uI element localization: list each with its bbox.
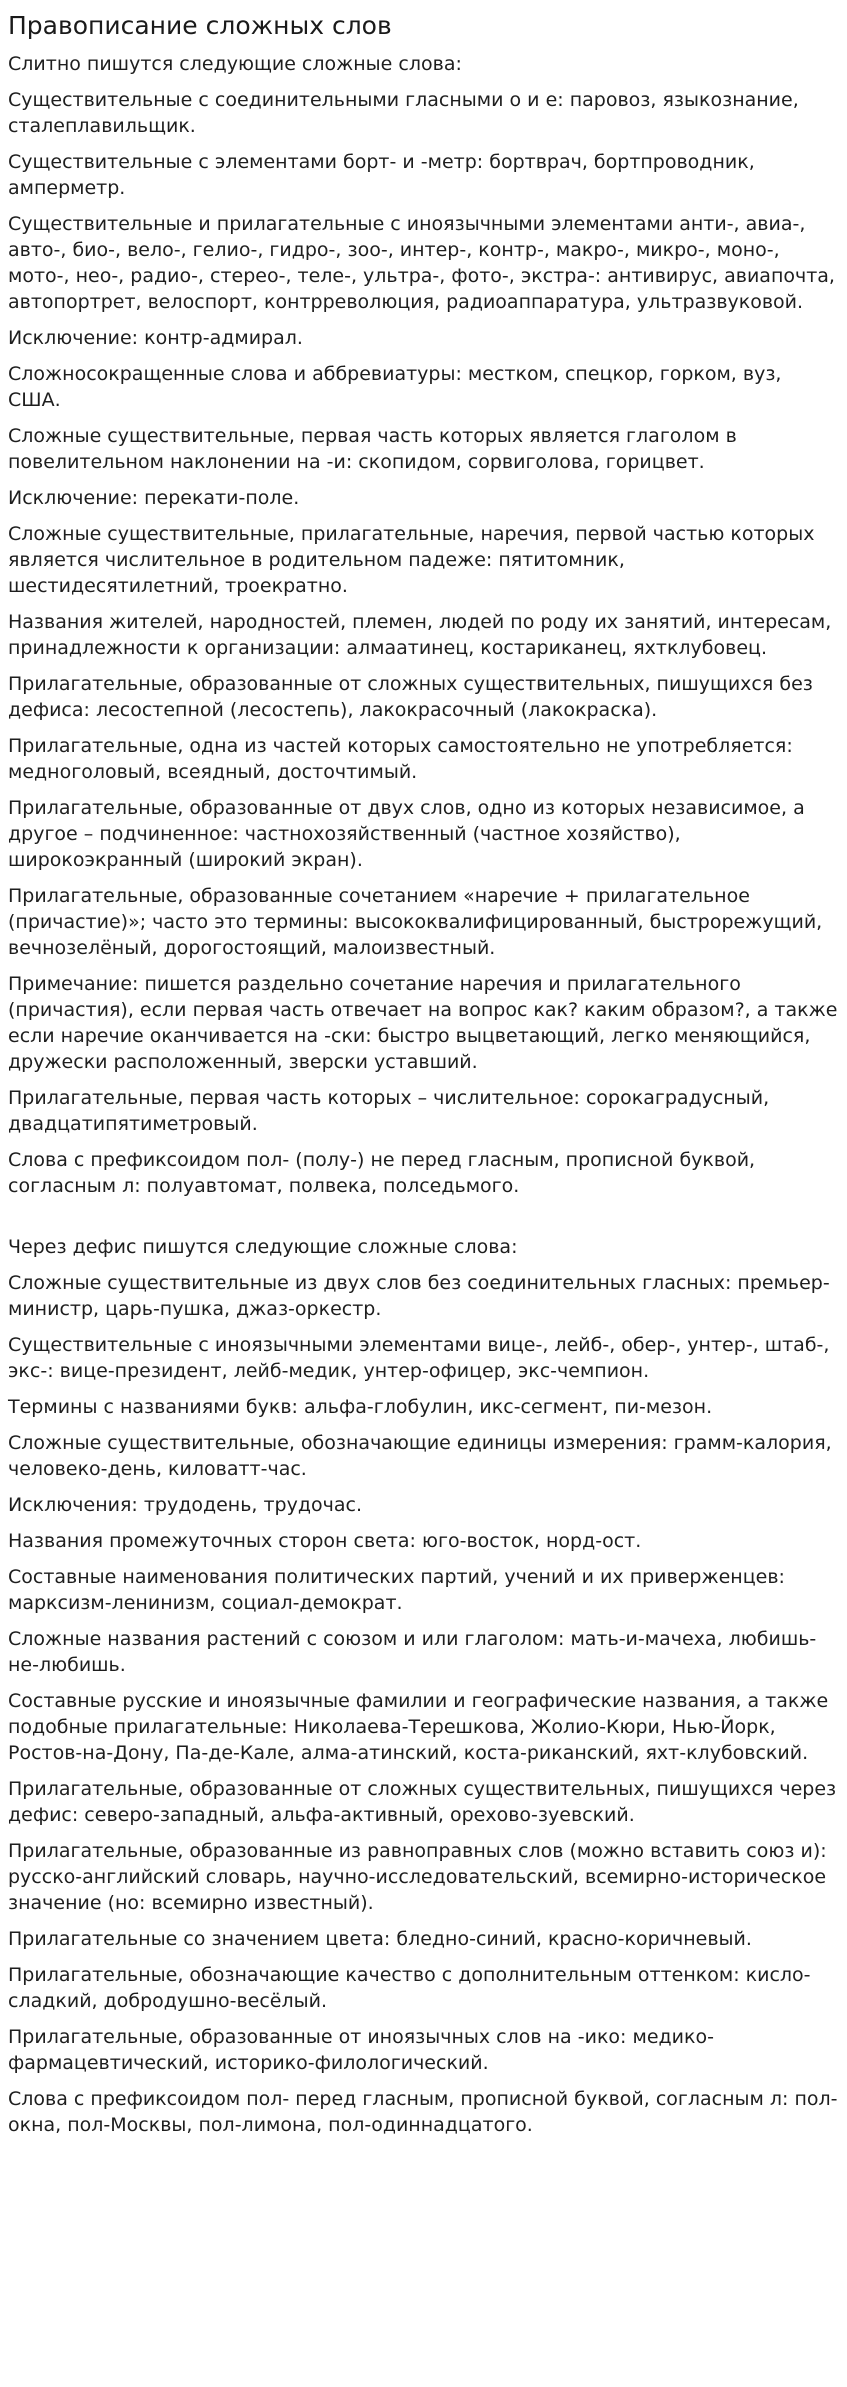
rule-paragraph: Существительные с элементами борт- и -метр: бортврач, бортпроводник, амперметр. [8,151,755,199]
rule-paragraph: Прилагательные со значением цвета: бледно-синий, красно-коричневый. [8,1928,752,1950]
rule-paragraph: Сложные названия растений с союзом и или глаголом: мать-и-мачеха, любишь-не-любишь. [8,1628,817,1676]
rule-paragraph: Составные наименования политических партий, учений и их приверженцев: марксизм-ленинизм, социал-демократ. [8,1566,785,1614]
rule-paragraph: Прилагательные, обозначающие качество с дополнительным оттенком: кисло-сладкий, добродушно-весёлый. [8,1964,811,2012]
exception-paragraph: Исключение: контр-адмирал. [8,327,303,349]
rule-paragraph: Существительные и прилагательные с иноязычными элементами анти-, авиа-, авто-, био-, вело-, гелио-, гидро-, зоо-, интер-, контр-, макро-, микро-, моно-, мото-, нео-, радио-, стерео-, теле-, ультра-, фото-, экстра-: антивирус, авиапочта, автопортрет, велоспорт, контрреволюция, радиоаппаратура, ультразвуковой. [8,213,835,313]
rule-paragraph: Сложные существительные, первая часть которых является глаголом в повелительном наклонении на -и: скопидом, сорвиголова, горицвет. [8,425,737,473]
rule-paragraph: Слова с префиксоидом пол- (полу-) не перед гласным, прописной буквой, согласным л: полуавтомат, полвека, полседьмого. [8,1149,756,1197]
rule-paragraph: Сложные существительные, обозначающие единицы измерения: грамм-калория, человеко-день, киловатт-час. [8,1432,832,1480]
rule-paragraph: Термины с названиями букв: альфа-глобулин, икс-сегмент, пи-мезон. [8,1396,713,1418]
rule-paragraph: Сложные существительные, прилагательные, наречия, первой частью которых является числительное в родительном падеже: пятитомник, шестидесятилетний, троекратно. [8,523,815,597]
rule-paragraph: Прилагательные, образованные сочетанием «наречие + прилагательное (причастие)»; часто это термины: высококвалифицированный, быстрорежущий, вечнозелёный, дорогостоящий, малоизвестный. [8,885,823,959]
rule-paragraph: Названия промежуточных сторон света: юго-восток, норд-ост. [8,1530,642,1552]
exception-paragraph: Исключения: трудодень, трудочас. [8,1494,362,1516]
rule-paragraph: Прилагательные, образованные из равноправных слов (можно вставить союз и): русско-английский словарь, научно-исследовательский, всемирно-историческое значение (но: всемирно известный). [8,1840,827,1914]
section-intro: Через дефис пишутся следующие сложные слова: [8,1236,518,1258]
rule-paragraph: Прилагательные, образованные от двух слов, одно из которых независимое, а другое – подчиненное: частнохозяйственный (частное хозяйство), широкоэкранный (широкий экран). [8,797,805,871]
rule-paragraph: Названия жителей, народностей, племен, людей по роду их занятий, интересам, принадлежности к организации: алмаатинец, костариканец, яхтклубовец. [8,611,832,659]
rule-paragraph: Прилагательные, первая часть которых – числительное: сорокаградусный, двадцатипятиметровый. [8,1087,770,1135]
rule-paragraph: Составные русские и иноязычные фамилии и географические названия, а также подобные прилагательные: Николаева-Терешкова, Жолио-Кюри, Нью-Йорк, Ростов-на-Дону, Па-де-Кале, алма-атинский, коста-риканский, яхт-клубовский. [8,1690,829,1764]
rule-paragraph: Сложные существительные из двух слов без соединительных гласных: премьер-министр, царь-пушка, джаз-оркестр. [8,1272,830,1320]
section-intro: Слитно пишутся следующие сложные слова: [8,53,462,75]
exception-paragraph: Исключение: перекати-поле. [8,487,300,509]
rule-paragraph: Слова с префиксоидом пол- перед гласным, прописной буквой, согласным л: пол-окна, пол-Москвы, пол-лимона, пол-одиннадцатого. [8,2088,838,2136]
rule-paragraph: Прилагательные, образованные от сложных существительных, пишущихся без дефиса: лесостепной (лесостепь), лакокрасочный (лакокраска). [8,673,813,721]
rule-paragraph: Прилагательные, образованные от сложных существительных, пишущихся через дефис: северо-западный, альфа-активный, орехово-зуевский. [8,1778,837,1826]
page-title: Правописание сложных слов [8,11,392,40]
rule-paragraph: Сложносокращенные слова и аббревиатуры: местком, спецкор, горком, вуз, США. [8,363,782,411]
note-paragraph: Примечание: пишется раздельно сочетание наречия и прилагательного (причастия), если первая часть отвечает на вопрос как? каким образом?, а также если наречие оканчивается на -ски: быстро выцветающий, легко меняющийся, дружески расположенный, зверски уставший. [8,973,838,1073]
rule-paragraph: Существительные с соединительными гласными о и е: паровоз, языкознание, сталеплавильщик. [8,89,799,137]
rule-paragraph: Существительные с иноязычными элементами вице-, лейб-, обер-, унтер-, штаб-, экс-: вице-президент, лейб-медик, унтер-офицер, экс-чемпион. [8,1334,830,1382]
section-spacer [8,1209,839,1234]
rule-paragraph: Прилагательные, образованные от иноязычных слов на -ико: медико-фармацевтический, историко-филологический. [8,2026,714,2074]
rule-paragraph: Прилагательные, одна из частей которых самостоятельно не употребляется: медноголовый, всеядный, досточтимый. [8,735,793,783]
